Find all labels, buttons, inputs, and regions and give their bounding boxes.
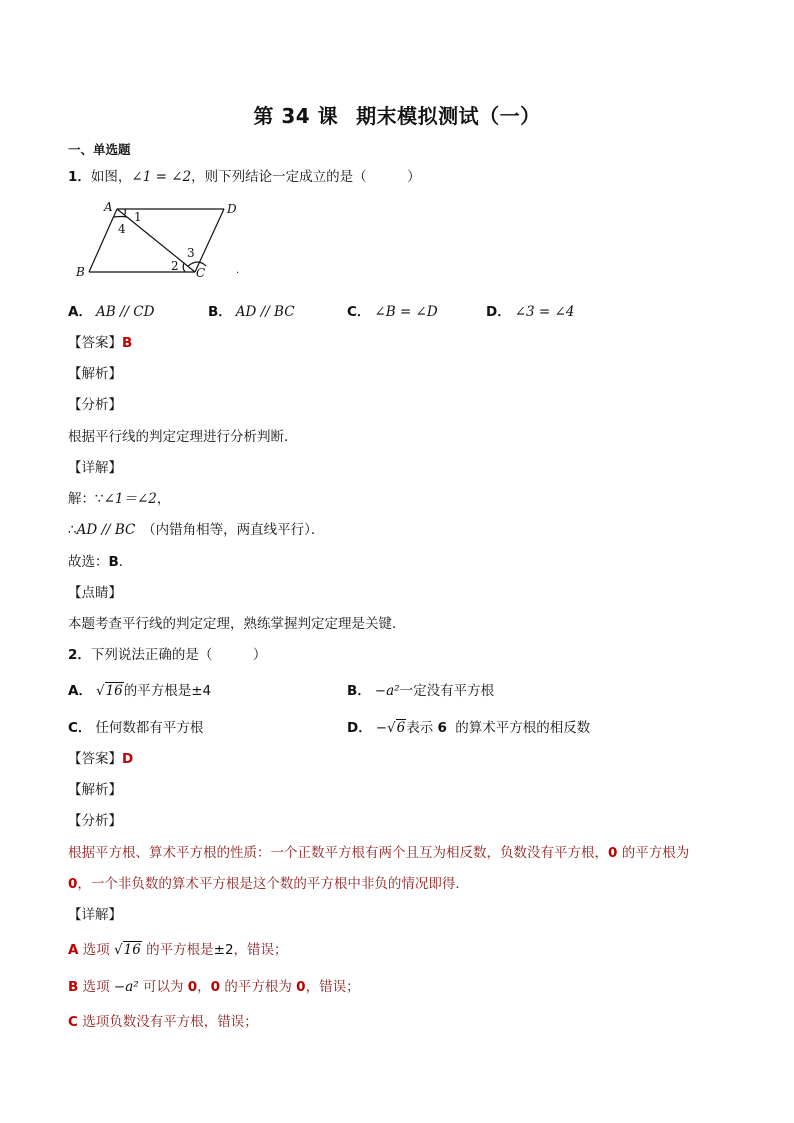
title-text: 期末模拟测试（一） — [356, 104, 541, 128]
q1-answer — [68, 331, 132, 351]
option-text: ∠B = ∠D — [374, 304, 438, 320]
text: ，错误； — [233, 942, 288, 958]
answer-value: B — [122, 335, 133, 351]
q1-option-d — [486, 300, 574, 320]
q1-dianjing-tag: 【点睛】 — [68, 585, 122, 601]
sqrt-16: √16 — [114, 942, 141, 958]
option-letter: C． — [68, 720, 92, 736]
text: 的平方根为 — [617, 845, 690, 861]
label-a: A — [104, 200, 113, 214]
option-letter: A． — [68, 683, 92, 699]
label-angle-4: 4 — [118, 222, 126, 236]
option-number: 6 — [437, 720, 447, 736]
text: 选项 — [78, 979, 114, 995]
option-math: −a² — [374, 683, 400, 699]
text: 的平方根为 — [220, 979, 297, 995]
text: 选项负数没有平方根，错误； — [77, 1014, 258, 1030]
title-lesson: 第 34 课 — [253, 104, 339, 128]
q2-fenxi-line-1 — [68, 841, 689, 861]
q1-jiexi-tag: 【解析】 — [68, 366, 122, 382]
option-text: 任何数都有平方根 — [95, 720, 204, 736]
text: ， — [156, 491, 171, 507]
option-letter: B． — [208, 304, 232, 320]
text: （内错角相等，两直线平行）． — [135, 522, 325, 538]
q1-stem — [68, 165, 421, 185]
section-heading: 一、单选题 — [68, 142, 131, 157]
text: ，错误； — [305, 979, 360, 995]
q2-detail-b — [68, 975, 360, 995]
q1-detail-line-3 — [68, 550, 132, 570]
option-letter: A． — [68, 304, 92, 320]
text: 故选： — [68, 554, 109, 570]
radicand: 16 — [123, 942, 141, 958]
option-letter: C． — [347, 304, 371, 320]
option-letter: D． — [347, 720, 372, 736]
figure-dot: . — [236, 265, 240, 276]
answer-value: D — [122, 751, 134, 767]
q2-fenxi-line-2 — [68, 872, 469, 892]
minus: − — [375, 720, 388, 736]
number: 0 — [296, 979, 306, 995]
line-ac — [117, 209, 195, 272]
q2-fenxi-tag: 【分析】 — [68, 813, 122, 829]
math: ±2 — [213, 942, 234, 958]
label-d: D — [227, 202, 237, 216]
q2-answer — [68, 747, 133, 767]
text: 根据平方根、算术平方根的性质：一个正数平方根有两个且互为相反数，负数没有平方根， — [68, 845, 608, 861]
q1-fenxi-text: 根据平行线的判定定理进行分析判断． — [68, 429, 298, 445]
q1-text-a: 如图， — [90, 169, 132, 185]
label-angle-3: 3 — [187, 246, 195, 260]
q1-figure — [70, 196, 260, 286]
option-text: AB // CD — [95, 304, 155, 320]
text: 可以为 — [138, 979, 188, 995]
q1-fenxi-tag: 【分析】 — [68, 397, 122, 413]
q2-option-a — [68, 679, 211, 699]
text: ． — [118, 554, 133, 570]
number: 0 — [210, 979, 221, 995]
label-c: C — [196, 266, 206, 280]
q2-stem — [68, 643, 266, 663]
q1-xiangjie-tag: 【详解】 — [68, 460, 122, 476]
q2-option-c — [68, 716, 203, 736]
q2-jiexi-tag: 【解析】 — [68, 782, 122, 798]
option-text: 的算术平方根的相反数 — [450, 720, 591, 736]
label-angle-1: 1 — [134, 210, 142, 224]
q2-detail-a — [68, 938, 288, 958]
option-text: 一定没有平方根 — [399, 683, 495, 699]
q2-xiangjie-tag: 【详解】 — [68, 907, 122, 923]
q2-text: 下列说法正确的是（ ） — [90, 647, 267, 663]
answer-ref: B — [108, 554, 119, 570]
q1-detail-line-1 — [68, 487, 170, 507]
radicand: 6 — [396, 720, 406, 736]
letter: A — [68, 942, 79, 958]
number: 0 — [608, 845, 618, 861]
letter: B — [68, 979, 79, 995]
line-ab — [89, 209, 117, 272]
q1-text-b: ，则下列结论一定成立的是（ ） — [191, 169, 421, 185]
radicand: 16 — [105, 683, 123, 699]
label-angle-2: 2 — [171, 259, 179, 273]
letter: C — [68, 1014, 78, 1030]
option-text: ∠3 = ∠4 — [514, 304, 575, 320]
text: ， — [197, 979, 211, 995]
arc-4 — [114, 217, 127, 218]
option-letter: B． — [347, 683, 371, 699]
math: ∠1＝∠2 — [103, 491, 157, 507]
number: 0 — [68, 876, 78, 892]
sqrt-6: √6 — [387, 720, 406, 736]
q1-condition: ∠1 = ∠2 — [131, 169, 192, 185]
page-title — [0, 100, 794, 129]
text: 解：∵ — [68, 491, 104, 507]
q1-option-c — [347, 300, 438, 320]
math: AD // BC — [76, 522, 136, 538]
text: ，一个非负数的算术平方根是这个数的平方根中非负的情况即得． — [77, 876, 469, 892]
math: −a² — [113, 979, 139, 995]
sqrt-16: √16 — [95, 683, 123, 699]
arc-1 — [124, 209, 125, 215]
q2-number: 2． — [68, 647, 91, 663]
answer-tag: 【答案】 — [68, 335, 122, 351]
q1-number: 1． — [68, 169, 91, 185]
label-b: B — [76, 265, 85, 279]
q2-detail-c — [68, 1010, 258, 1030]
option-text: AD // BC — [235, 304, 295, 320]
option-text: 的平方根是±4 — [123, 683, 212, 699]
text: 的平方根是 — [141, 942, 214, 958]
text: ∴ — [68, 522, 77, 538]
option-letter: D． — [486, 304, 511, 320]
option-text: 表示 — [406, 720, 438, 736]
q1-option-b — [208, 300, 295, 320]
q1-dianjing-text: 本题考查平行线的判定定理，熟练掌握判定定理是关键． — [68, 616, 406, 632]
q2-option-b — [347, 679, 494, 699]
number: 0 — [187, 979, 198, 995]
answer-tag: 【答案】 — [68, 751, 122, 767]
q1-detail-line-2 — [68, 518, 324, 538]
q2-option-d — [347, 716, 590, 736]
text: 选项 — [78, 942, 115, 958]
q1-option-a — [68, 300, 154, 320]
